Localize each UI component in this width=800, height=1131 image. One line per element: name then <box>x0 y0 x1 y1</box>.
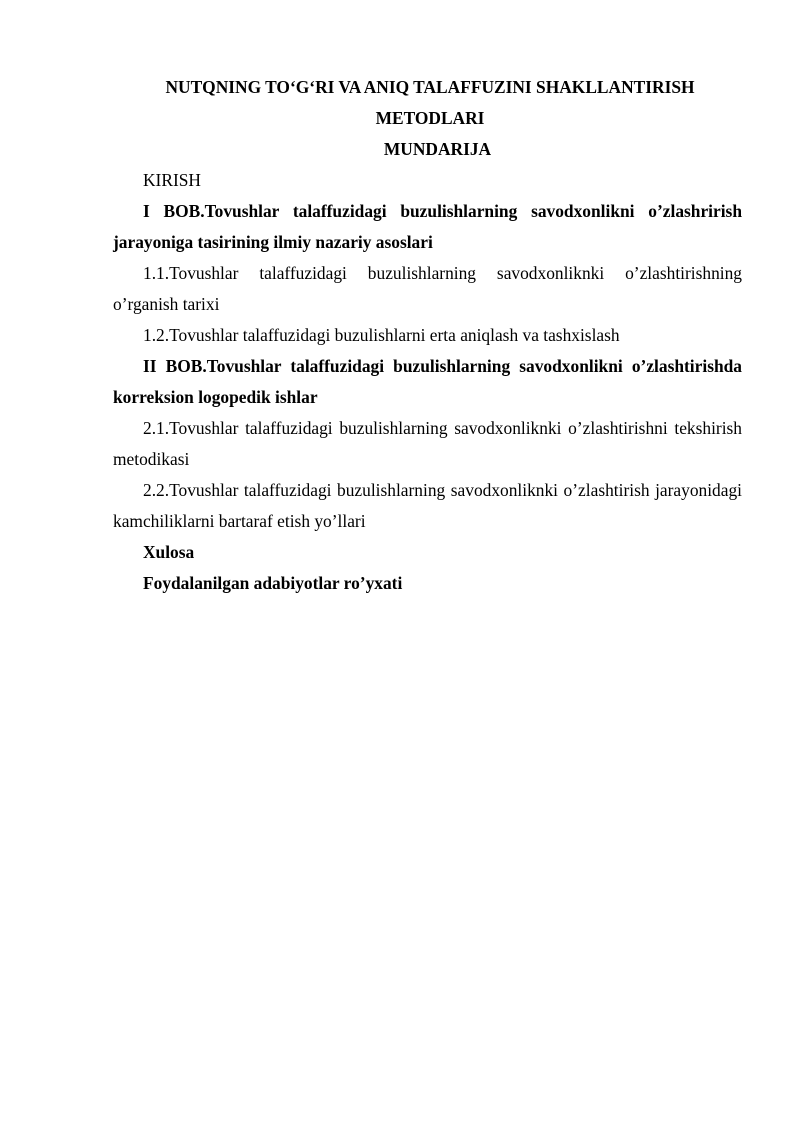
document-title <box>113 72 742 134</box>
toc-entry-conclusion: Xulosa <box>143 542 195 562</box>
toc-entry-section-1-1: 1.1.Tovushlar talaffuzidagi buzulishlarning savodxonliknki o’zlashtirishning o’rganish tarixi <box>113 263 742 314</box>
toc-heading: MUNDARIJA <box>383 139 492 159</box>
toc-entry-section-2-1: 2.1.Tovushlar talaffuzidagi buzulishlarning savodxonliknki o’zlashtirishni tekshirish metodikasi <box>113 418 742 469</box>
toc-entry-chapter-2: II BOB.Tovushlar talaffuzidagi buzulishlarning savodxonlikni o’zlashtirishda korreksion logopedik ishlar <box>113 356 742 407</box>
document-page <box>113 72 742 599</box>
toc-entry-intro: KIRISH <box>143 170 201 190</box>
toc-entry-references: Foydalanilgan adabiyotlar ro’yxati <box>143 573 403 593</box>
toc-entry-section-2-2: 2.2.Tovushlar talaffuzidagi buzulishlarning savodxonliknki o’zlashtirish jarayonidagi kamchiliklarni bartaraf etish yo’llari <box>113 480 742 531</box>
toc-entry-section-1-2: 1.2.Tovushlar talaffuzidagi buzulishlarni erta aniqlash va tashxislash <box>143 325 620 345</box>
title-line-1: NUTQNING TO‘G‘RI VA ANIQ TALAFFUZINI SHAKLLANTIRISH <box>165 77 695 97</box>
toc-entry-chapter-1: I BOB.Tovushlar talaffuzidagi buzulishlarning savodxonlikni o’zlashrirish jarayoniga tasirining ilmiy nazariy asoslari <box>113 201 742 252</box>
title-line-2: METODLARI <box>375 108 485 128</box>
